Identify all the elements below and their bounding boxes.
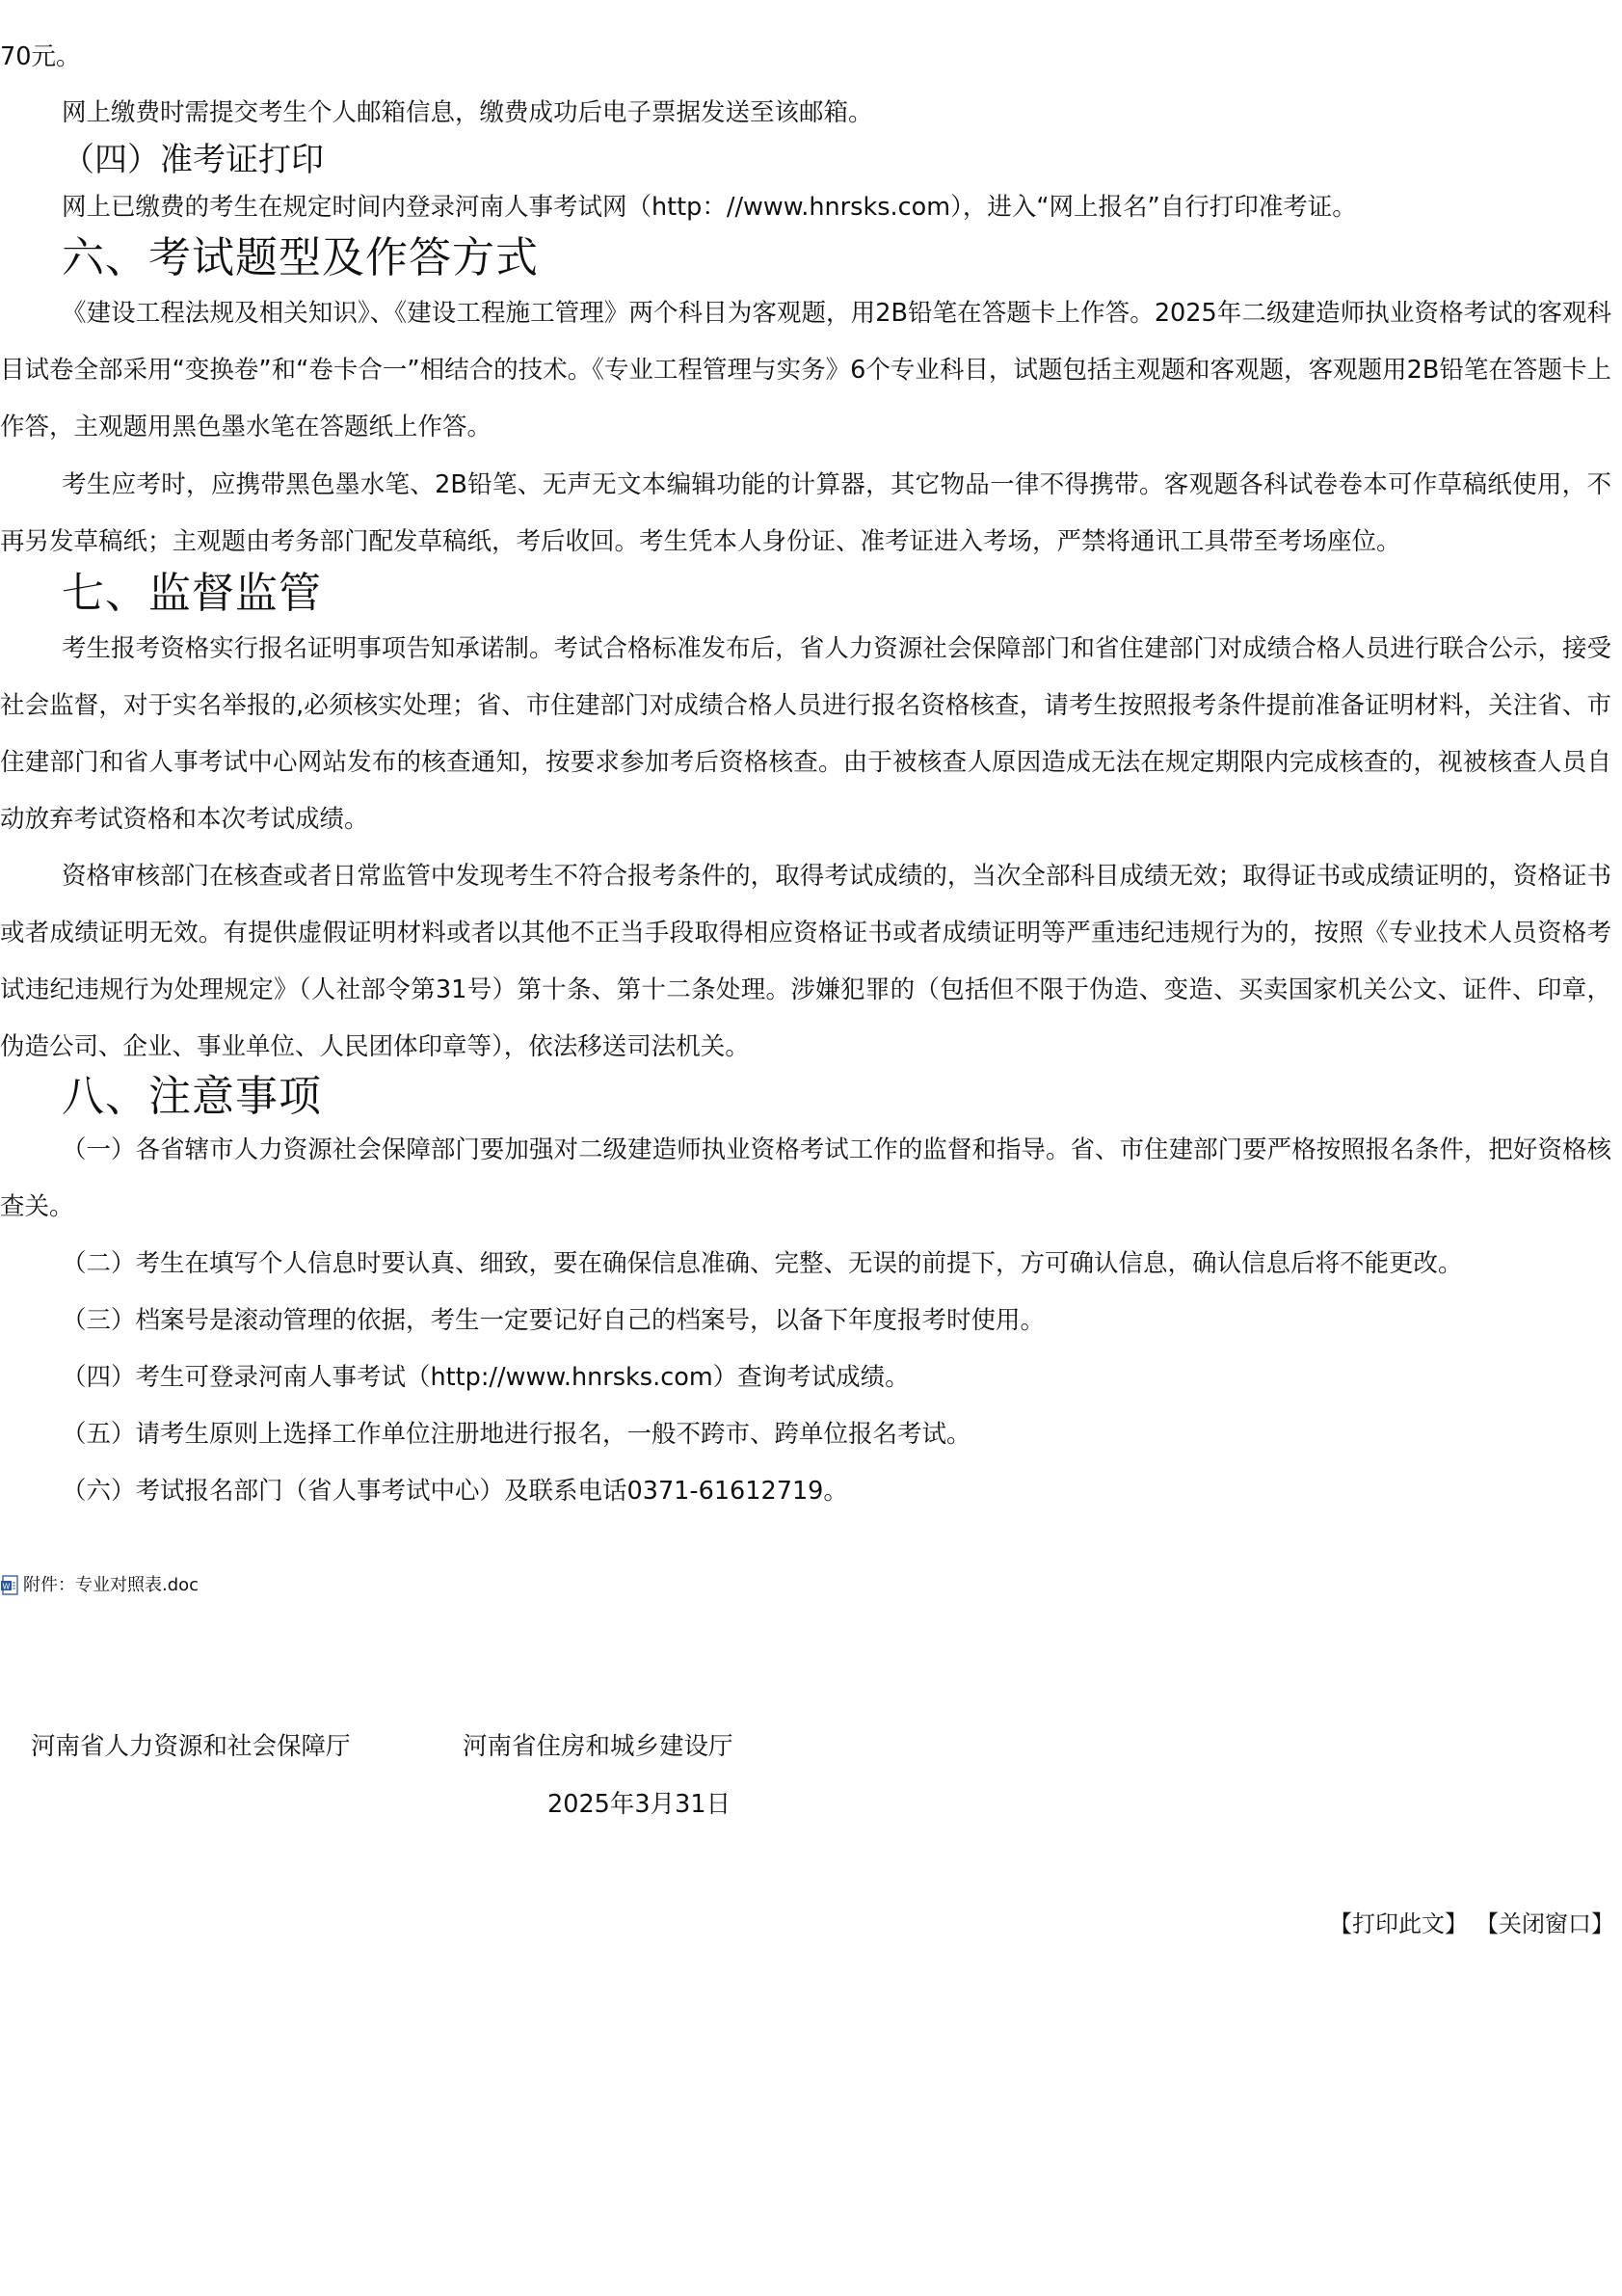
issuer-hrss-department: 河南省人力资源和社会保障厅: [31, 1732, 351, 1761]
word-doc-icon: [0, 1575, 19, 1596]
note-item-5: （五）请考生原则上选择工作单位注册地进行报名，一般不跨市、跨单位报名考试。: [62, 1420, 971, 1449]
section-heading-notes: 八、注意事项: [62, 1072, 322, 1121]
paragraph-violations: 资格审核部门在核查或者日常监管中发现考生不符合报考条件的，取得考试成绩的，当次全部科目成绩无效；取得证书或成绩证明的，资格证书或者成绩证明无效。有提供虚假证明材料或者以其他不正当手段取得相应资格证书或者成绩证明等严重违纪违规行为的，按照《专业技术人员资格考试违纪违规行为处理规定》（人社部令第31号）第十条、第十二条处理。涉嫌犯罪的（包括但不限于伪造、变造、买卖国家机关公文、证件、印章，伪造公司、企业、事业单位、人民团体印章等），依法移送司法机关。: [0, 862, 1611, 1061]
attachment-link[interactable]: [0, 1573, 199, 1598]
paragraph-fee-amount: 70元。: [0, 42, 81, 71]
section-heading-exam-format: 六、考试题型及作答方式: [62, 233, 539, 282]
note-item-2: （二）考生在填写个人信息时要认真、细致，要在确保信息准确、完整、无误的前提下，方可确认信息，确认信息后将不能更改。: [62, 1249, 1463, 1278]
attachment-label[interactable]: 附件：专业对照表.doc: [23, 1575, 199, 1595]
paragraph-commitment: 考生报考资格实行报名证明事项告知承诺制。考试合格标准发布后，省人力资源社会保障部门和省住建部门对成绩合格人员进行联合公示，接受社会监督，对于实名举报的,必须核实处理；省、市住建部门对成绩合格人员进行报名资格核查，请考生按照报考条件提前准备证明材料，关注省、市住建部门和省人事考试中心网站发布的核查通知，按要求参加考后资格核查。由于被核查人原因造成无法在规定期限内完成核查的，视被核查人员自动放弃考试资格和本次考试成绩。: [0, 634, 1611, 834]
issuer-housing-department: 河南省住房和城乡建设厅: [463, 1732, 733, 1761]
paragraph-print-ticket: 网上已缴费的考生在规定时间内登录河南人事考试网（http：//www.hnrsks.com），进入“网上报名”自行打印准考证。: [62, 193, 1357, 222]
paragraph-exam-items: 考生应考时，应携带黑色墨水笔、2B铅笔、无声无文本编辑功能的计算器，其它物品一律不得携带。客观题各科试卷卷本可作草稿纸使用，不再另发草稿纸；主观题由考务部门配发草稿纸，考后收回。考生凭本人身份证、准考证进入考场，严禁将通讯工具带至考场座位。: [0, 470, 1611, 556]
page-actions: [1329, 1905, 1614, 1943]
svg-text:W: W: [2, 1582, 11, 1591]
paragraph-exam-format: 《建设工程法规及相关知识》、《建设工程施工管理》两个科目为客观题，用2B铅笔在答题卡上作答。2025年二级建造师执业资格考试的客观科目试卷全部采用“变换卷”和“卷卡合一”相结合的技术。《专业工程管理与实务》6个专业科目，试题包括主观题和客观题，客观题用2B铅笔在答题卡上作答，主观题用黑色墨水笔在答题纸上作答。: [0, 299, 1611, 441]
note-item-6: （六）考试报名部门（省人事考试中心）及联系电话0371-61612719。: [62, 1477, 848, 1506]
note-item-3: （三）档案号是滚动管理的依据，考生一定要记好自己的档案号，以备下年度报考时使用。: [62, 1306, 1046, 1335]
note-item-4: （四）考生可登录河南人事考试（http://www.hnrsks.com）查询考试成绩。: [62, 1363, 910, 1392]
note-item-1: （一）各省辖市人力资源社会保障部门要加强对二级建造师执业资格考试工作的监督和指导。省、市住建部门要严格按照报名条件，把好资格核查关。: [0, 1135, 1611, 1221]
paragraph-email-receipt: 网上缴费时需提交考生个人邮箱信息，缴费成功后电子票据发送至该邮箱。: [62, 98, 873, 127]
close-window-link[interactable]: 【关闭窗口】: [1476, 1910, 1614, 1937]
section-heading-supervision: 七、监督监管: [62, 569, 322, 618]
issue-date: 2025年3月31日: [547, 1790, 731, 1819]
print-article-link[interactable]: 【打印此文】: [1329, 1910, 1468, 1937]
subheading-admission-ticket: （四）准考证打印: [62, 141, 324, 179]
